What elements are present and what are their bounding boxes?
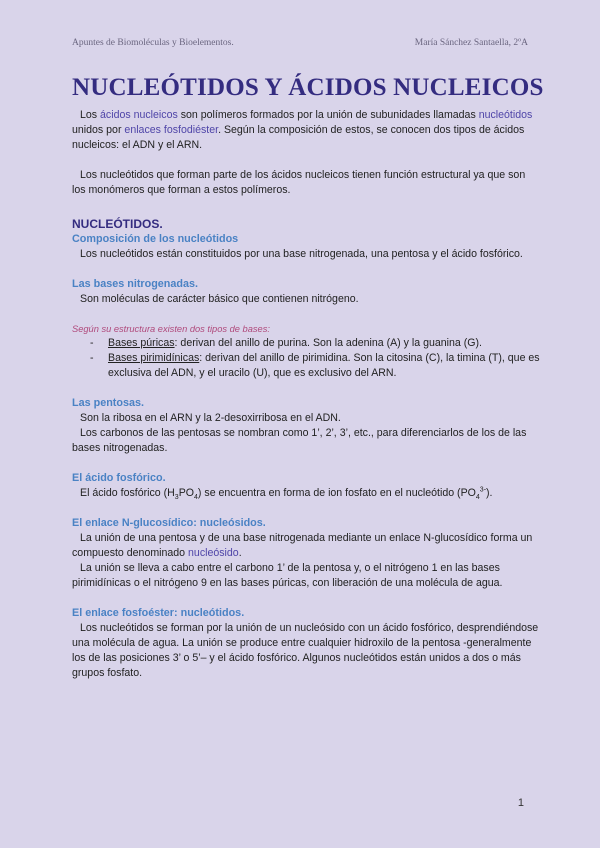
header-right: María Sánchez Santaella, 2ºA [414, 38, 528, 48]
fosforico-text [72, 486, 540, 501]
text-run: PO [178, 487, 195, 499]
composicion-text: Los nucleótidos están constituidos por una base nitrogenada, una pentosa y el ácido fosfórico. [80, 248, 523, 260]
text-run: ). [486, 487, 493, 499]
subscript: 4 [475, 494, 480, 502]
subheading-glucosidico: El enlace N-glucosídico: nucleósidos. [72, 517, 266, 529]
text-run: La unión de una pentosa y de una base nitrogenada mediante un enlace N-glucosídico forma un compuesto denominado [72, 532, 533, 559]
bases-list [72, 336, 540, 381]
term-enlaces-fosfodiester: enlaces fosfodiéster [124, 124, 219, 136]
glucosidico-text-2: La unión se lleva a cabo entre el carbono 1’ de la pentosa y, o el nitrógeno 1 en las bases pirimidínicas o el nitrógeno 9 en las bases púricas, con liberación de una molécula de agua. [72, 562, 503, 589]
subscript: 3 [174, 494, 179, 502]
term-bases-pirimidinicas: Bases pirimidínicas [108, 352, 200, 364]
fosfoester-text: Los nucleótidos se forman por la unión de un nucleósido con un ácido fosfórico, desprendiéndose una molécula de agua. La unión se produce entre cualquier hidroxilo de la pentosa -generalmente los de las posiciones 3’ o 5’– y el ácido fosfórico. Algunos nucleótidos están unidos a dos o más grupos fosfato. [72, 622, 539, 679]
subheading-pentosas: Las pentosas. [72, 397, 145, 409]
pentosas-text-1: Son la ribosa en el ARN y la 2-desoxirribosa en el ADN. [80, 412, 341, 424]
subheading-composicion: Composición de los nucleótidos [72, 233, 239, 245]
subheading-fosforico: El ácido fosfórico. [72, 472, 166, 484]
term-acidos-nucleicos: ácidos nucleicos [100, 109, 178, 121]
bases-text: Son moléculas de carácter básico que contienen nitrógeno. [80, 293, 359, 305]
term-bases-puricas: Bases púricas [108, 337, 175, 349]
section-heading-nucleotidos: NUCLEÓTIDOS. [72, 217, 163, 231]
text-run: son polímeros formados por la unión de subunidades llamadas [177, 109, 479, 121]
intro-paragraph-1 [72, 108, 540, 153]
text-run: : derivan del anillo de purina. Son la adenina (A) y la guanina (G). [174, 337, 482, 349]
page-title: NUCLEÓTIDOS Y ÁCIDOS NUCLEICOS [72, 74, 544, 101]
pentosas-text-2: Los carbonos de las pentosas se nombran como 1’, 2’, 3’, etc., para diferenciarlos de los de las bases nitrogenadas. [72, 427, 527, 454]
text-run: Los [80, 109, 101, 121]
subscript: 4 [194, 494, 198, 502]
text-run: . Según la composición de estos, se conocen dos tipos de ácidos nucleicos: el ADN y el ARN. [72, 124, 525, 151]
subheading-fosfoester: El enlace fosfoéster: nucleótidos. [72, 607, 245, 619]
text-run: . [238, 547, 242, 559]
subheading-bases: Las bases nitrogenadas. [72, 278, 199, 290]
page-number: 1 [517, 797, 524, 809]
list-item-bases-puricas [90, 336, 540, 351]
bases-note: Según su estructura existen dos tipos de bases: [72, 324, 270, 334]
term-nucleotidos: nucleótidos [478, 109, 533, 121]
text-run: : derivan del anillo de pirimidina. Son la citosina (C), la timina (T), que es exclusiva del ADN, y el uracilo (U), que es exclusivo del ARN. [108, 352, 540, 379]
header-left: Apuntes de Biomoléculas y Bioelementos. [72, 38, 234, 48]
glucosidico-text-1 [72, 531, 540, 561]
text-run: unidos por [72, 124, 125, 136]
text-run: El ácido fosfórico (H [80, 487, 175, 499]
intro-paragraph-2: Los nucleótidos que forman parte de los ácidos nucleicos tienen función estructural ya que son los monómeros que forman a estos polímeros. [72, 169, 526, 196]
page-header [72, 38, 528, 48]
document-body [72, 108, 540, 681]
list-item-bases-pirimidinicas [90, 351, 540, 381]
term-nucleosido: nucleósido [188, 547, 239, 559]
text-run: ) se encuentra en forma de ion fosfato en el nucleótido (PO [197, 487, 476, 499]
superscript: 3- [479, 486, 487, 494]
